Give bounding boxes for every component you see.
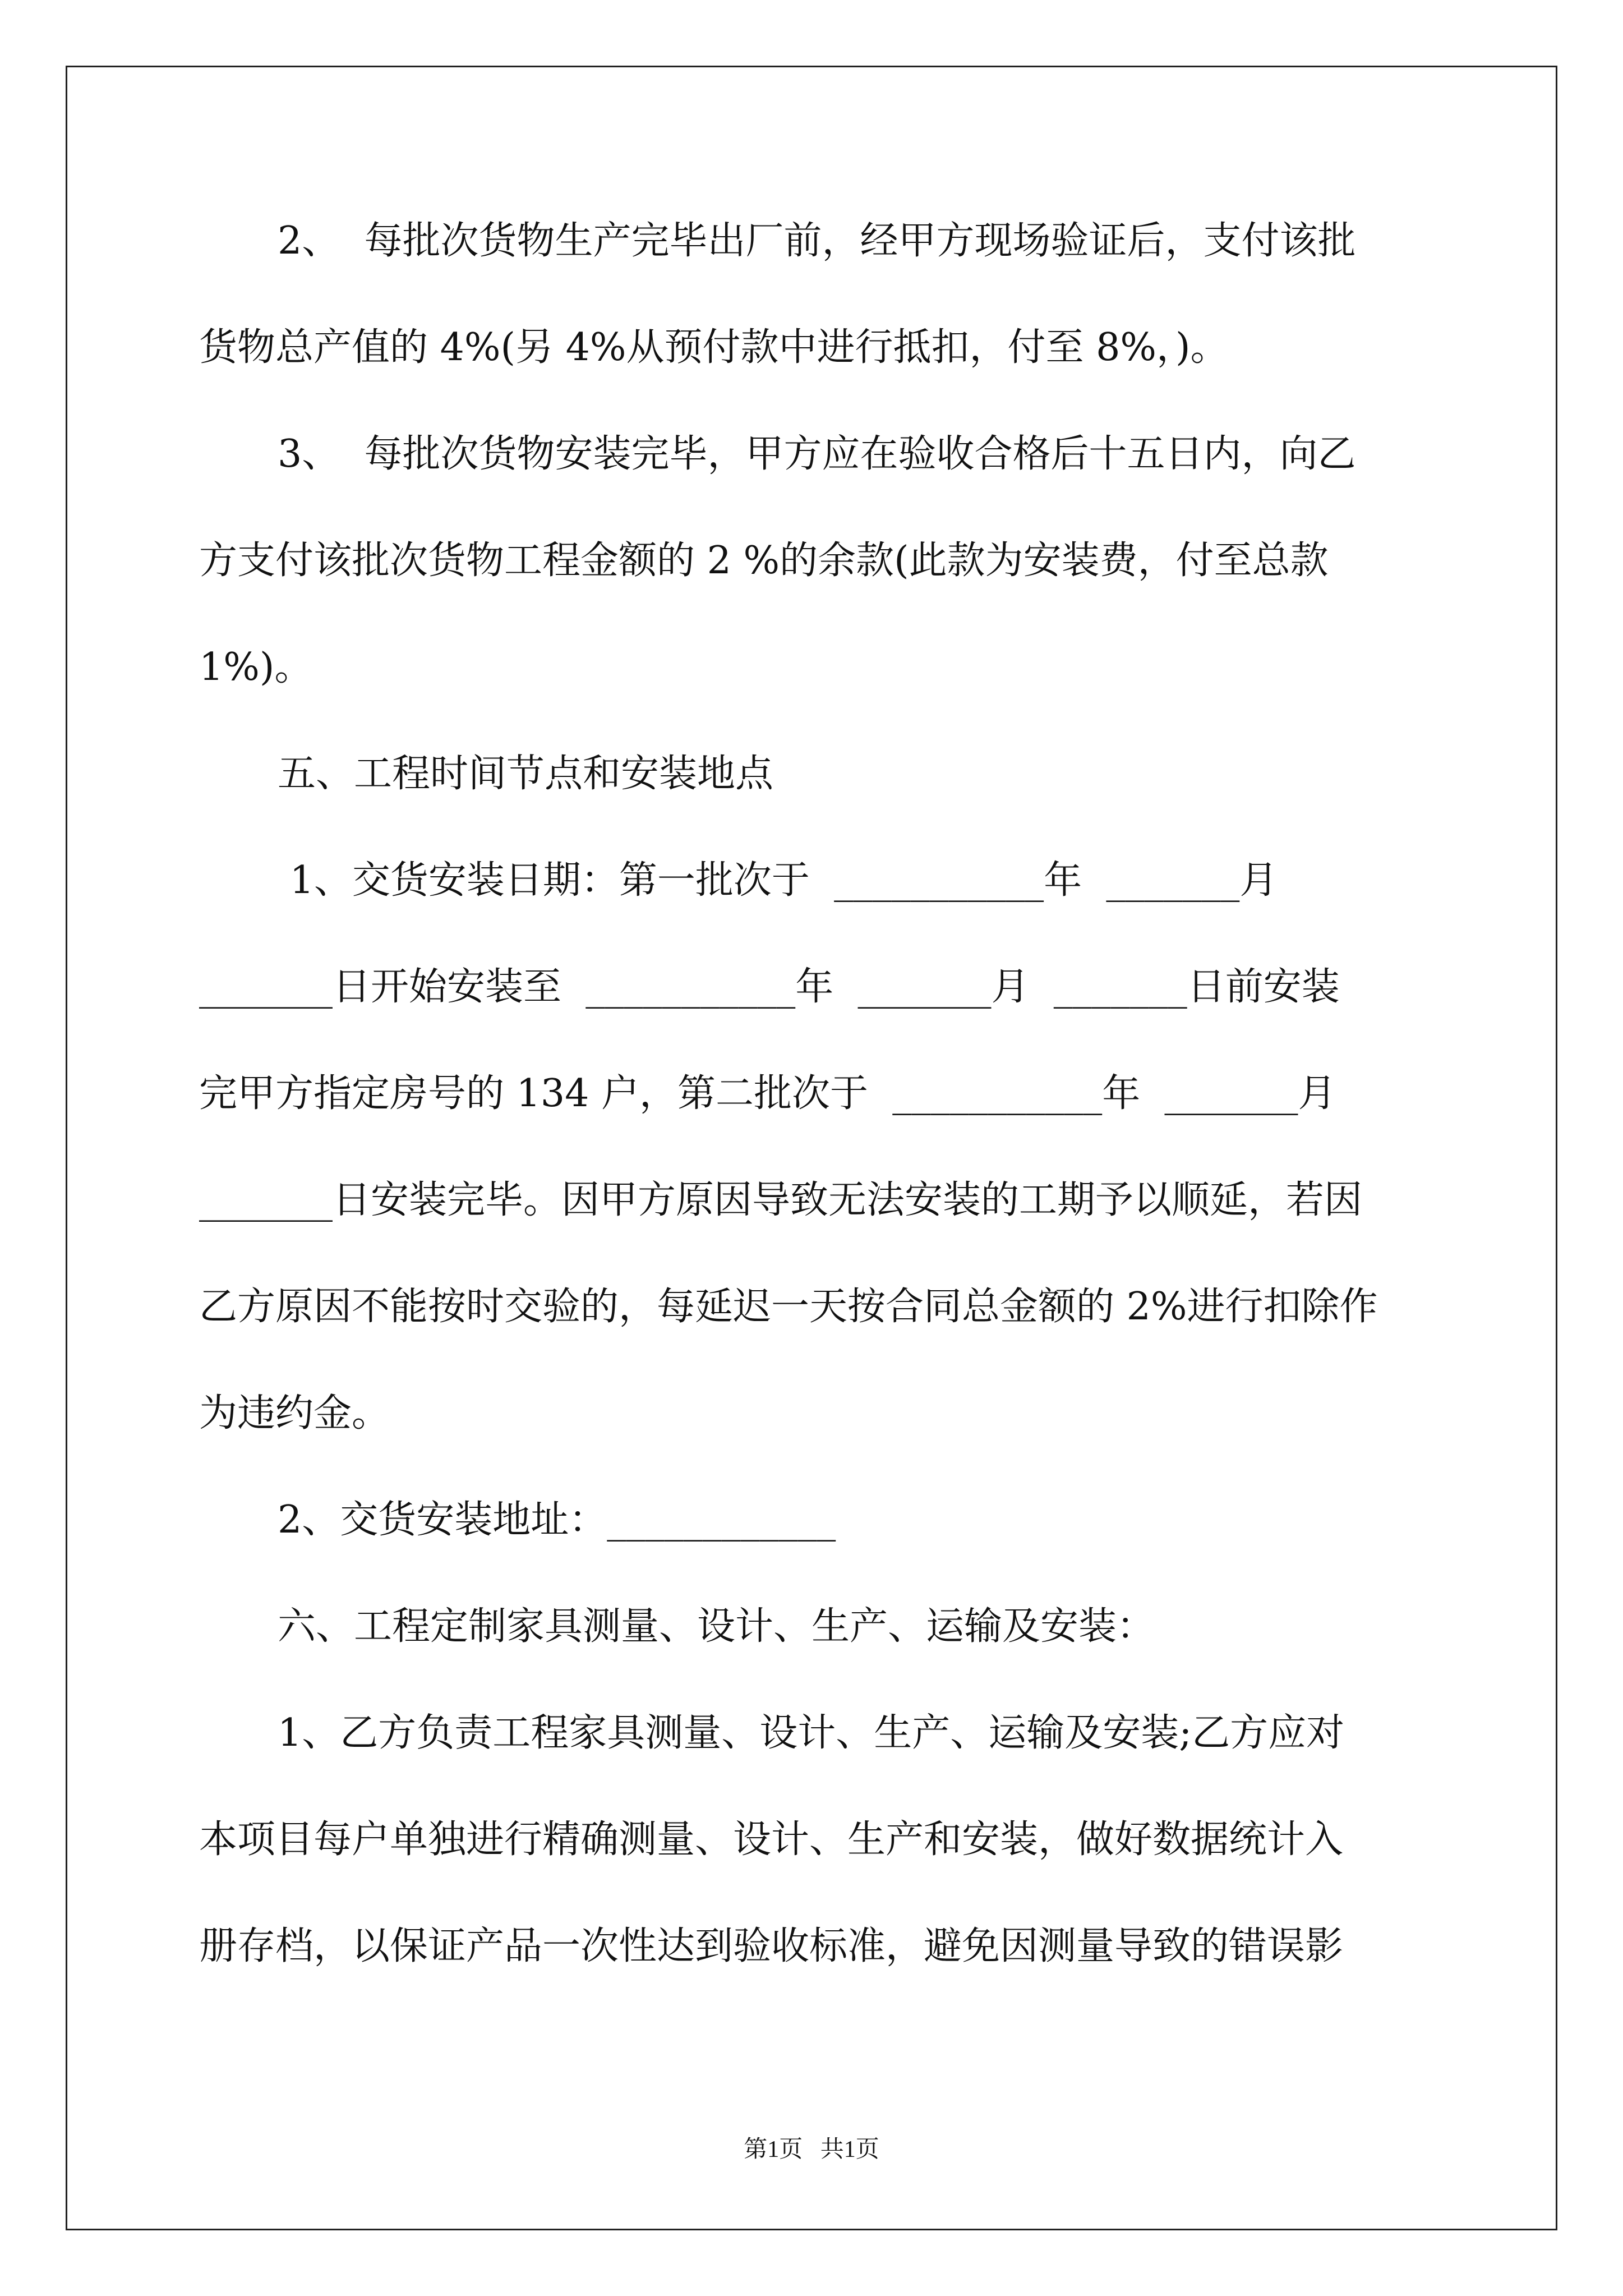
paragraph-line: 册存档，以保证产品一次性达到验收标准，避免因测量导致的错误影 <box>199 1924 1344 1968</box>
paragraph-line: 本项目每户单独进行精确测量、设计、生产和安装，做好数据统计入 <box>199 1818 1344 1862</box>
paragraph-line: 乙方原因不能按时交验的，每延迟一天按合同总金额的 2%进行扣除作 <box>199 1285 1378 1329</box>
section-heading: 五、工程时间节点和安装地点 <box>278 752 774 796</box>
paragraph-line: 为违约金。 <box>199 1391 390 1435</box>
page-border <box>66 66 1557 2230</box>
paragraph-line: 2、交货安装地址：____________ <box>278 1498 836 1542</box>
paragraph-line: 2、 每批次货物生产完毕出厂前，经甲方现场验证后，支付该批 <box>278 219 1356 263</box>
section-heading: 六、工程定制家具测量、设计、生产、运输及安装： <box>278 1604 1155 1649</box>
paragraph-line: 货物总产值的 4%(另 4%从预付款中进行抵扣，付至 8%，)。 <box>199 325 1229 370</box>
paragraph-line: _______日安装完毕。因甲方原因导致无法安装的工期予以顺延，若因 <box>199 1178 1363 1222</box>
paragraph-line: _______日开始安装至 ___________年 _______月 _______日前安装 <box>199 965 1340 1009</box>
paragraph-line: 1、交货安装日期：第一批次于 ___________年 _______月 <box>278 858 1278 903</box>
page-footer: 第1页 共1页 <box>744 2137 879 2162</box>
paragraph-line: 方支付该批次货物工程金额的 2 %的余款(此款为安装费，付至总款 <box>199 539 1329 583</box>
paragraph-line: 1、乙方负责工程家具测量、设计、生产、运输及安装;乙方应对 <box>278 1711 1345 1755</box>
paragraph-line: 3、 每批次货物安装完毕，甲方应在验收合格后十五日内，向乙 <box>278 432 1356 476</box>
paragraph-line: 1%)。 <box>199 645 313 689</box>
paragraph-line: 完甲方指定房号的 134 户，第二批次于 ___________年 _______月 <box>199 1071 1336 1116</box>
